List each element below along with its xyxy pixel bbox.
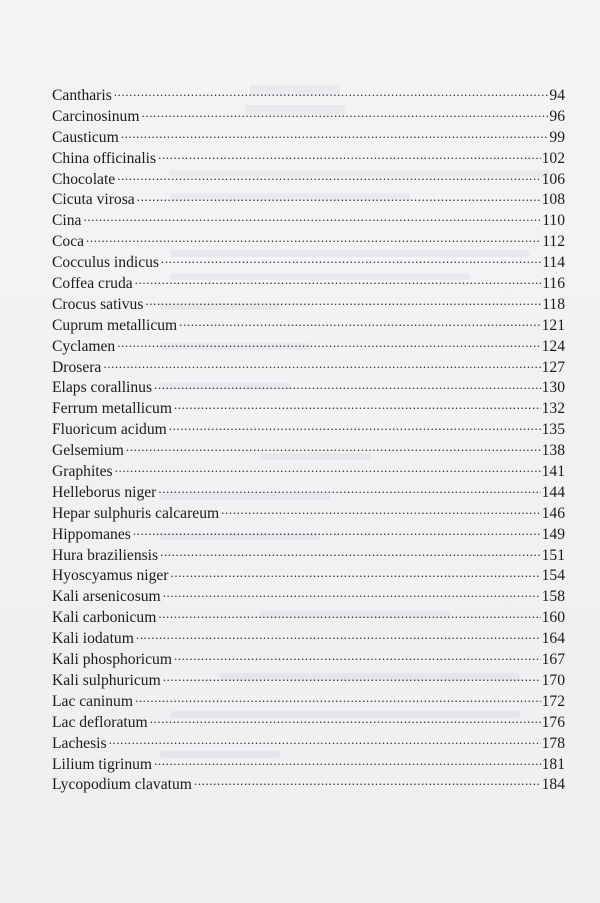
toc-entry-page-number: 144 [541, 483, 565, 501]
toc-entry [52, 608, 565, 629]
toc-entry [52, 525, 565, 546]
toc-entry [52, 378, 565, 399]
toc-entry-title: Coffea cruda [52, 275, 133, 293]
toc-entry-page-number: 172 [541, 692, 565, 710]
toc-entry-page-number: 99 [549, 128, 565, 146]
toc-entry-title: China officinalis [52, 149, 157, 167]
toc-entry-title: Causticum [52, 128, 119, 146]
dot-leader [117, 170, 540, 184]
toc-entry [52, 211, 565, 232]
toc-entry [52, 504, 565, 525]
toc-entry-page-number: 160 [541, 609, 565, 627]
toc-entry-title: Lycopodium clavatum [52, 776, 192, 794]
dot-leader [158, 149, 541, 163]
toc-entry [52, 671, 565, 692]
toc-entry-title: Chocolate [52, 170, 116, 188]
toc-entry-page-number: 138 [541, 442, 565, 460]
toc-entry-page-number: 176 [541, 713, 565, 731]
toc-entry-page-number: 121 [541, 316, 565, 334]
toc-entry [52, 295, 565, 316]
toc-entry-page-number: 94 [549, 87, 565, 104]
dot-leader [135, 692, 541, 706]
dot-leader [174, 399, 541, 413]
toc-entry-page-number: 124 [541, 337, 565, 355]
dot-leader [135, 274, 542, 288]
toc-entry [52, 713, 565, 734]
toc-entry-page-number: 114 [542, 254, 565, 272]
dot-leader [145, 295, 541, 309]
toc-entry [52, 399, 565, 420]
toc-entry-page-number: 130 [541, 379, 565, 397]
toc-entry-title: Cantharis [52, 87, 112, 104]
dot-leader [114, 86, 549, 100]
toc-entry [52, 566, 565, 587]
toc-entry [52, 420, 565, 441]
dot-leader [137, 190, 541, 204]
toc-entry-title: Ferrum metallicum [52, 400, 172, 418]
toc-entry-title: Hyoscyamus niger [52, 567, 169, 585]
toc-entry-title: Kali iodatum [52, 630, 134, 648]
dot-leader [154, 378, 541, 392]
toc-entry-title: Hura braziliensis [52, 546, 159, 564]
toc-entry [52, 170, 565, 191]
toc-entry-title: Helleborus niger [52, 483, 157, 501]
dot-leader [194, 775, 541, 789]
dot-leader [160, 546, 541, 560]
toc-entry-page-number: 102 [541, 149, 565, 167]
dot-leader [133, 525, 541, 539]
toc-entry [52, 86, 565, 107]
toc-entry-title: Cocculus indicus [52, 254, 159, 272]
toc-entry-page-number: 106 [541, 170, 565, 188]
toc-entry-page-number: 118 [542, 295, 565, 313]
toc-entry [52, 629, 565, 650]
toc-entry-page-number: 112 [542, 233, 565, 251]
toc-entry-title: Kali sulphuricum [52, 671, 161, 689]
toc-entry [52, 692, 565, 713]
toc-entry [52, 755, 565, 776]
toc-entry-title: Lilium tigrinum [52, 755, 153, 773]
toc-entry [52, 462, 565, 483]
toc-entry-title: Carcinosinum [52, 107, 140, 125]
toc-entry-title: Crocus sativus [52, 295, 144, 313]
toc-entry-page-number: 132 [541, 400, 565, 418]
toc-entry [52, 546, 565, 567]
dot-leader [86, 232, 541, 246]
toc-entry-title: Lac caninum [52, 692, 133, 710]
toc-entry-page-number: 135 [541, 421, 565, 439]
toc-entry [52, 128, 565, 149]
toc-entry-page-number: 158 [541, 588, 565, 606]
dot-leader [163, 587, 541, 601]
toc-entry [52, 775, 565, 796]
toc-entry-title: Hippomanes [52, 525, 131, 543]
toc-entry-title: Gelsemium [52, 442, 124, 460]
dot-leader [221, 504, 540, 518]
dot-leader [174, 650, 541, 664]
dot-leader [136, 629, 541, 643]
toc-entry [52, 650, 565, 671]
toc-entry [52, 149, 565, 170]
toc-entry-title: Graphites [52, 463, 113, 481]
dot-leader [103, 358, 540, 372]
dot-leader [179, 316, 540, 330]
table-of-contents [52, 86, 565, 796]
dot-leader [117, 337, 540, 351]
dot-leader [171, 566, 541, 580]
dot-leader [169, 420, 541, 434]
toc-entry-title: Cyclamen [52, 337, 116, 355]
toc-entry [52, 232, 565, 253]
toc-entry-page-number: 164 [541, 630, 565, 648]
dot-leader [158, 608, 540, 622]
toc-entry-page-number: 108 [541, 191, 565, 209]
dot-leader [154, 755, 541, 769]
dot-leader [126, 441, 541, 455]
toc-entry-page-number: 154 [541, 567, 565, 585]
toc-entry-page-number: 178 [541, 734, 565, 752]
toc-entry [52, 253, 565, 274]
toc-entry-title: Kali carbonicum [52, 609, 157, 627]
toc-entry [52, 190, 565, 211]
toc-entry-title: Cina [52, 212, 82, 230]
toc-entry-title: Coca [52, 233, 85, 251]
toc-entry [52, 483, 565, 504]
toc-entry-page-number: 127 [541, 358, 565, 376]
toc-entry-page-number: 170 [541, 671, 565, 689]
dot-leader [115, 462, 541, 476]
toc-entry [52, 274, 565, 295]
dot-leader [83, 211, 541, 225]
dot-leader [158, 483, 540, 497]
toc-entry-page-number: 181 [541, 755, 565, 773]
toc-entry [52, 441, 565, 462]
toc-entry-page-number: 167 [541, 651, 565, 669]
toc-entry [52, 107, 565, 128]
dot-leader [150, 713, 541, 727]
toc-entry-page-number: 116 [542, 275, 565, 293]
toc-entry-page-number: 149 [541, 525, 565, 543]
dot-leader [163, 671, 541, 685]
dot-leader [109, 734, 541, 748]
toc-entry-page-number: 184 [541, 776, 565, 794]
toc-entry [52, 316, 565, 337]
dot-leader [121, 128, 549, 142]
toc-entry-page-number: 141 [541, 463, 565, 481]
toc-entry-title: Lac defloratum [52, 713, 148, 731]
toc-entry-page-number: 151 [541, 546, 565, 564]
toc-entry-title: Fluoricum acidum [52, 421, 167, 439]
toc-entry-title: Cuprum metallicum [52, 316, 178, 334]
toc-entry-title: Hepar sulphuris calcareum [52, 504, 220, 522]
toc-entry [52, 587, 565, 608]
toc-entry-page-number: 146 [541, 504, 565, 522]
toc-entry-title: Cicuta virosa [52, 191, 135, 209]
toc-entry-title: Kali arsenicosum [52, 588, 161, 606]
toc-entry-page-number: 96 [549, 107, 565, 125]
toc-entry-title: Elaps corallinus [52, 379, 153, 397]
toc-entry [52, 734, 565, 755]
toc-entry-page-number: 110 [542, 212, 565, 230]
toc-entry-title: Drosera [52, 358, 102, 376]
toc-entry [52, 358, 565, 379]
dot-leader [161, 253, 541, 267]
toc-entry [52, 337, 565, 358]
dot-leader [142, 107, 549, 121]
toc-entry-title: Kali phosphoricum [52, 651, 172, 669]
toc-entry-title: Lachesis [52, 734, 107, 752]
